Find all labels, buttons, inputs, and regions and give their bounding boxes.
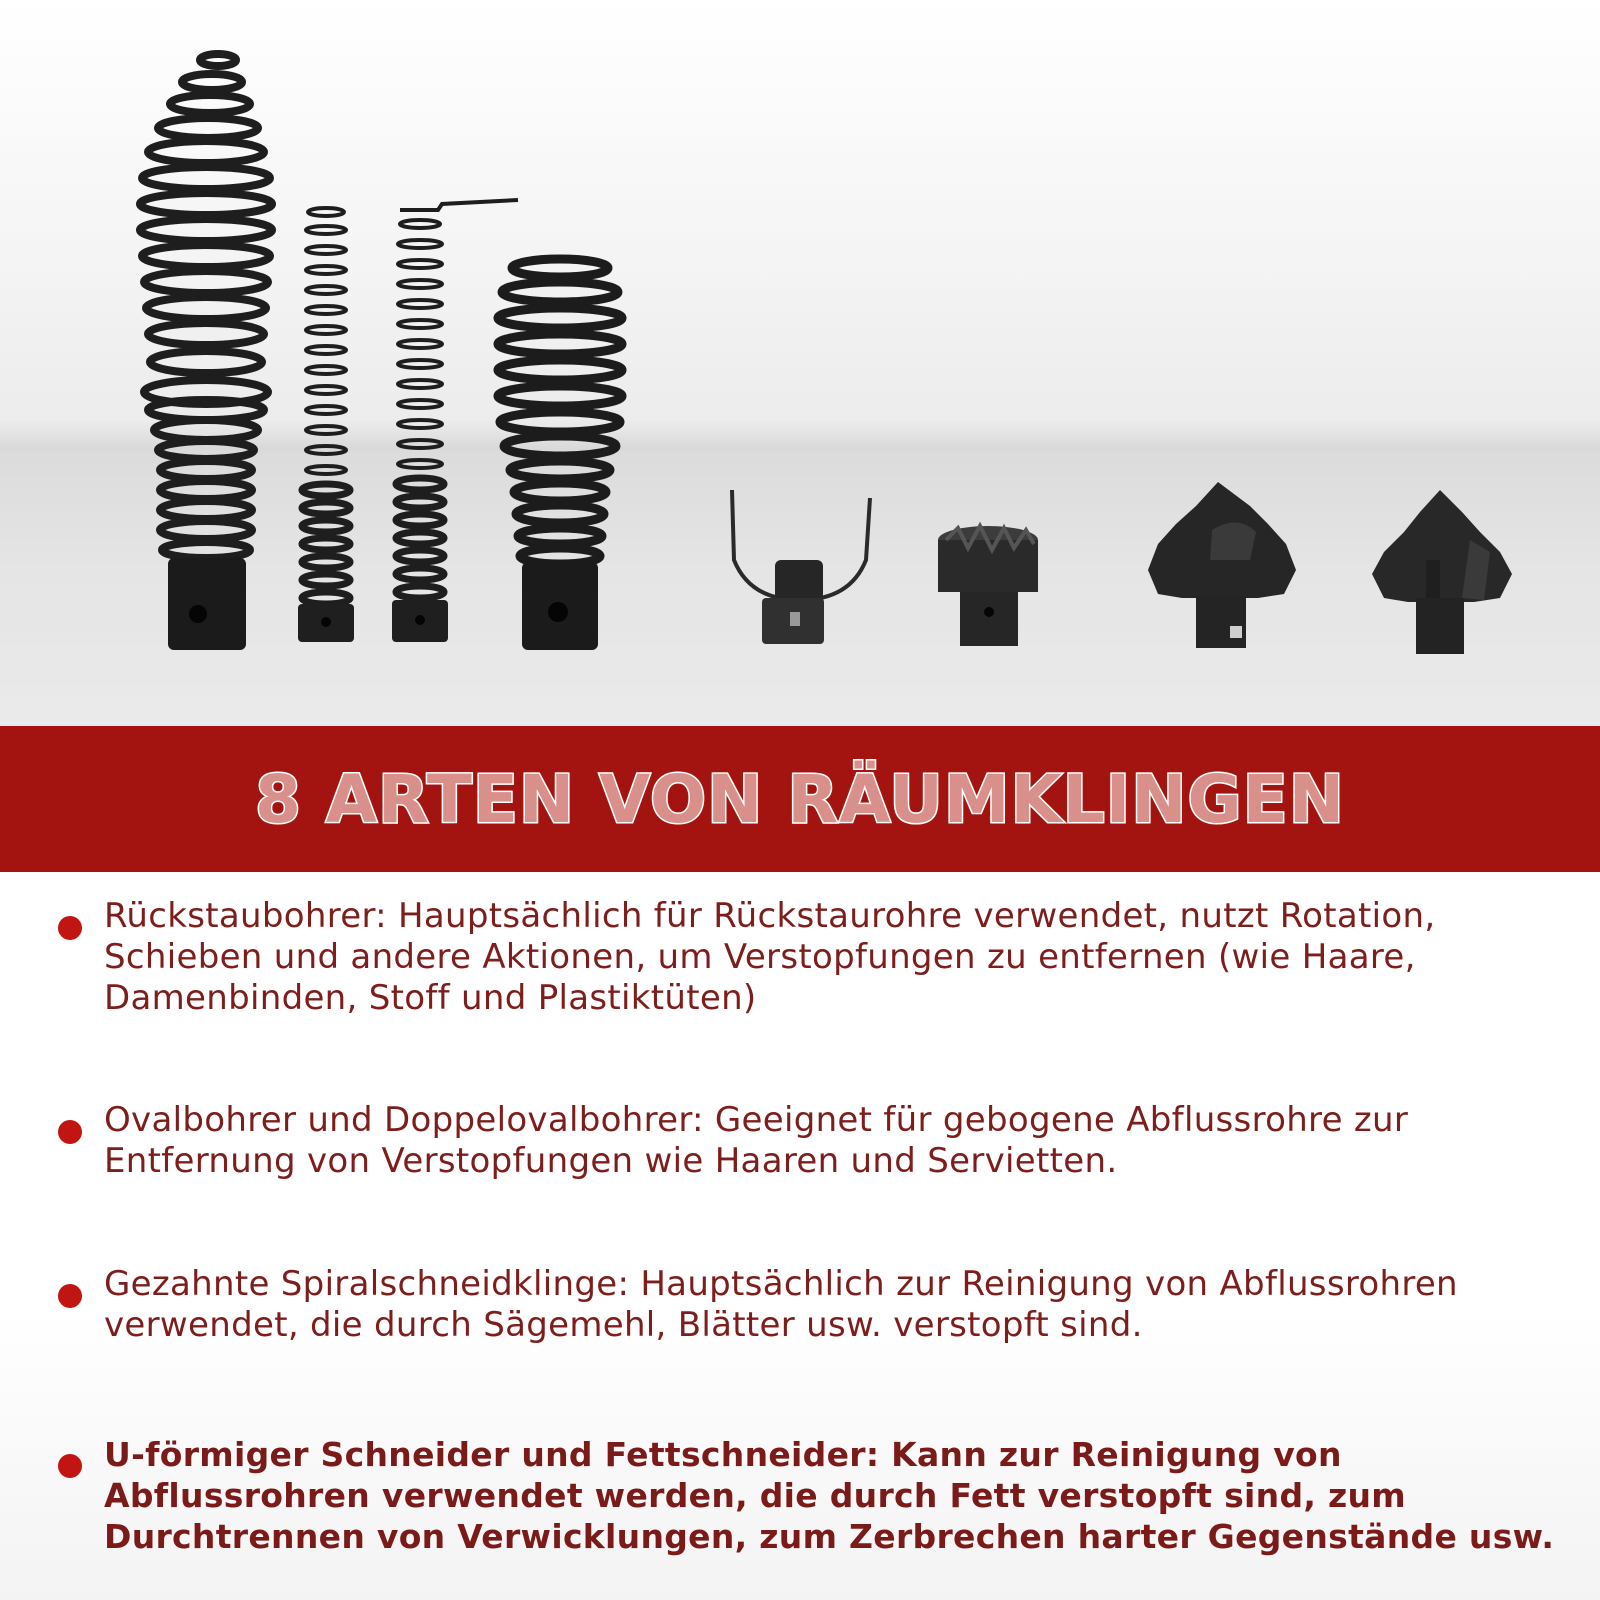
list-item-text: Gezahnte Spiralschneidklinge: Hauptsächlich zur Reinigung von Abflussrohren verwendet, die durch Sägemehl, Blätter usw. verstopft sind. (104, 1264, 1458, 1345)
list-item (58, 896, 1588, 1019)
title-banner (0, 726, 1600, 872)
list-item-text: Rückstaubohrer: Hauptsächlich für Rückstaurohre verwendet, nutzt Rotation, Schieben und andere Aktionen, um Verstopfungen zu entfernen (wie Haare, Damenbinden, Stoff und Plastiktüten) (104, 896, 1436, 1018)
product-photo (0, 0, 1600, 726)
list-item-text: U-förmiger Schneider und Fettschneider: Kann zur Reinigung von Abflussrohren verwendet werden, die durch Fett verstopft sind, zum Durchtrennen von Verwicklungen, zum Zerbrechen harter Gegenstände usw. (104, 1435, 1555, 1556)
list-item (58, 1264, 1588, 1346)
spring-small (306, 208, 346, 474)
bullet-dot (58, 1284, 82, 1308)
blades-illustration (0, 0, 1600, 726)
list-item-text: Ovalbohrer und Doppelovalbohrer: Geeignet für gebogene Abflussrohre zur Entfernung von Verstopfungen wie Haaren und Servietten. (104, 1100, 1409, 1181)
feature-list (0, 872, 1600, 1600)
banner-title: 8 ARTEN VON RÄUMKLINGEN (254, 760, 1346, 838)
list-item (58, 1100, 1588, 1182)
bullet-dot (58, 916, 82, 940)
bullet-dot (58, 1454, 82, 1478)
list-item (58, 1434, 1588, 1557)
bullet-dot (58, 1120, 82, 1144)
